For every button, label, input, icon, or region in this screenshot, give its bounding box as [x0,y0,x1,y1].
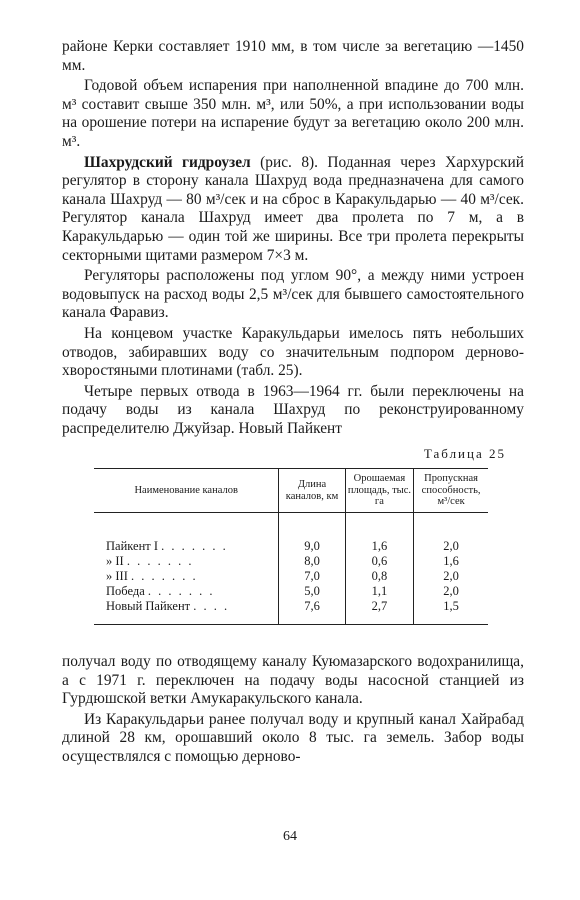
header-area: Орошаемая площадь, тыс. га [345,469,414,513]
canal-name: Победа [106,583,145,598]
cell-area: 2,7 [345,599,414,625]
cell-area: 1,1 [345,584,414,599]
leader-dots: . . . . . . . [131,568,198,583]
paragraph-text: Из Каракульдарьи ранее получал воду и крупный канал Хайрабад длиной 28 км, орошавший около 8 тыс. га земель. Забор воды осуществлялся с помощью дерново- [62,710,524,765]
paragraph [62,154,524,266]
page-number: 64 [283,829,297,844]
header-canal-name: Наименование каналов [94,469,279,513]
paragraph [62,38,524,75]
cell-area: 0,6 [345,554,414,569]
paragraph-text: Годовой объем испарения при наполненной впадине до 700 млн. м³ составит свыше 350 млн. м³, или 50%, а при использовании воды на орошение потери на испарение будут за вегетацию около 200 млн. м³. [62,77,524,150]
cell-length: 7,6 [279,599,345,625]
section-heading: Шахрудский гидроузел [84,153,251,171]
paragraph-text: (рис. 8). Поданная через Хархурский регулятор в сторону канала Шахруд вода предназначена для самого канала Шахруд — 80 м³/сек и на сброс в Каракульдарью — 40 м³/сек. Регулятор канала Шахруд имеет два пролета по 7 м, а в Каракульдарью — один той же ширины. Все три пролета перекрыты секторными щитами размером 7×3 м. [62,153,524,264]
table-header-row [94,469,488,513]
paragraph [62,77,524,151]
table-row [94,599,488,625]
header-length: Длина каналов, км [279,469,345,513]
paragraph [62,325,524,381]
table-row [94,554,488,569]
cell-capacity: 2,0 [414,512,488,554]
canal-name: » II [106,553,124,568]
table-caption: Таблица 25 [423,446,506,462]
cell-length: 8,0 [279,554,345,569]
leader-dots: . . . . . . . [147,583,215,598]
paragraph [62,383,524,439]
cell-length: 9,0 [279,512,345,554]
cell-capacity: 2,0 [414,569,488,584]
text-block-bottom [62,653,524,767]
cell-length: 7,0 [279,569,345,584]
cell-canal-name [94,584,279,599]
header-capacity: Пропускная способность, м³/сек [414,469,488,513]
paragraph [62,711,524,767]
paragraph-text: Регуляторы расположены под углом 90°, а между ними устроен водовыпуск на расход воды 2,5 м³/сек для бывшего самостоятельного канала Фаравиз. [62,267,524,322]
cell-area: 1,6 [345,512,414,554]
cell-length: 5,0 [279,584,345,599]
cell-canal-name [94,512,279,554]
paragraph-text: Четыре первых отвода в 1963—1964 гг. были переключены на подачу воды из канала Шахруд по реконструированному распределителю Джуйзар. Новый Пайкент [62,382,524,437]
paragraph [62,653,524,709]
cell-capacity: 1,6 [414,554,488,569]
canals-table [94,468,488,625]
paragraph-text: На концевом участке Каракульдарьи имелось пять небольших отводов, забиравших воду со значительным подпором дерново-хворостяными плотинами (табл. 25). [62,324,524,380]
leader-dots: . . . . . . . [126,553,194,568]
paragraph-text: районе Керки составляет 1910 мм, в том числе за вегетацию —1450 мм. [62,38,524,74]
paragraph [62,267,524,323]
page-body [62,38,524,767]
cell-capacity: 2,0 [414,584,488,599]
canal-name: Пайкент I [106,538,159,553]
canal-name: » III [106,568,128,583]
cell-capacity: 1,5 [414,599,488,625]
paragraph-text: получал воду по отводящему каналу Куюмазарского водохранилища, а с 1971 г. переключен на подачу воды насосной станцией из Гурдюшской ветки Амукаракульского канала. [62,652,524,708]
cell-canal-name [94,599,279,625]
table-body [94,512,488,624]
cell-canal-name [94,554,279,569]
cell-canal-name [94,569,279,584]
table-row [94,584,488,599]
cell-area: 0,8 [345,569,414,584]
leader-dots: . . . . . . . [161,538,228,553]
leader-dots: . . . . [193,598,230,613]
text-block-top [62,38,524,438]
table-row [94,512,488,554]
canal-name: Новый Пайкент [106,598,191,613]
table-row [94,569,488,584]
